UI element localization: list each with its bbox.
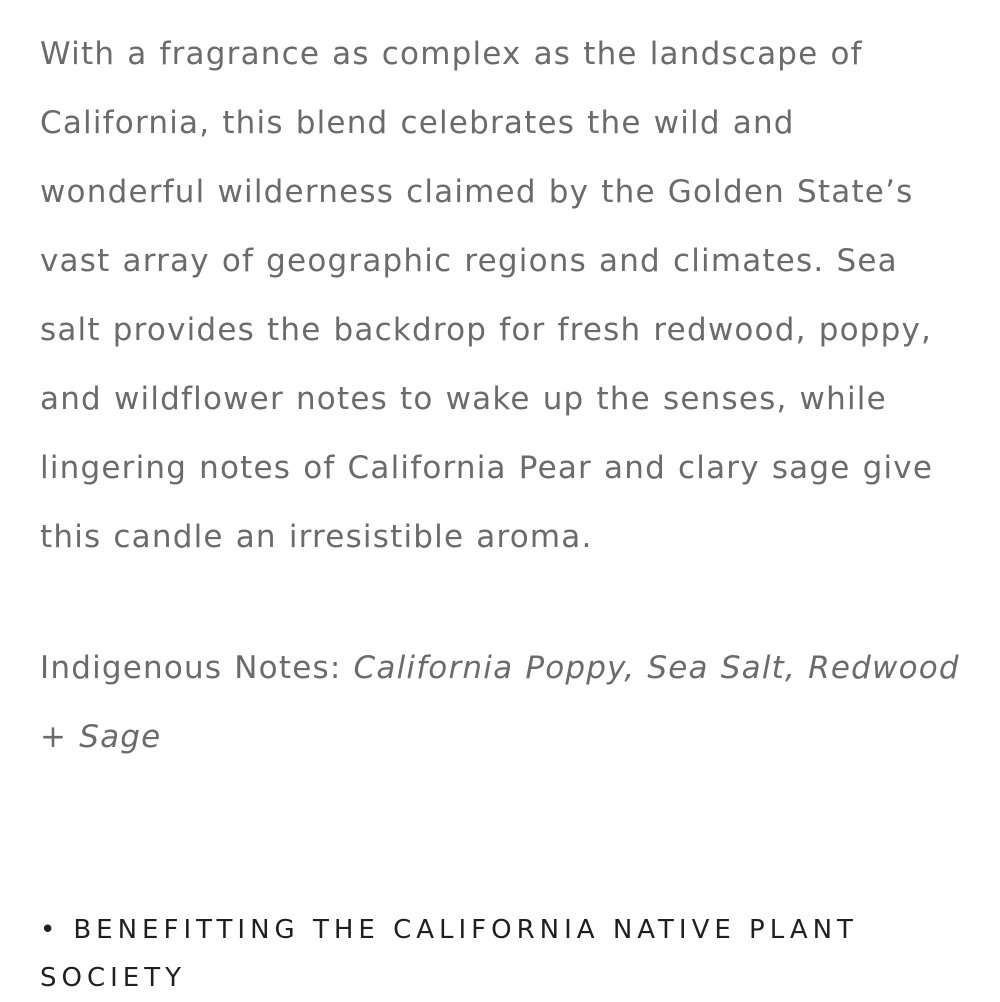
product-description-section <box>40 20 960 772</box>
product-description: With a fragrance as complex as the landscape of California, this blend celebrates the wild and wonderful wilderness claimed by the Golden State’s vast array of geographic regions and climates. Sea salt provides the backdrop for fresh redwood, poppy, and wildflower notes to wake up the senses, while lingering notes of California Pear and clary sage give this candle an irresistible aroma. <box>40 36 934 555</box>
benefit-text: BENEFITTING THE CALIFORNIA NATIVE PLANT SOCIETY <box>40 915 858 993</box>
indigenous-notes <box>40 634 960 772</box>
bullet-icon: • <box>40 915 56 945</box>
indigenous-notes-label: Indigenous Notes: <box>40 650 354 686</box>
benefit-note <box>40 906 960 1002</box>
indigenous-notes-values: California Poppy, Sea Salt, Redwood + Sage <box>40 650 960 755</box>
